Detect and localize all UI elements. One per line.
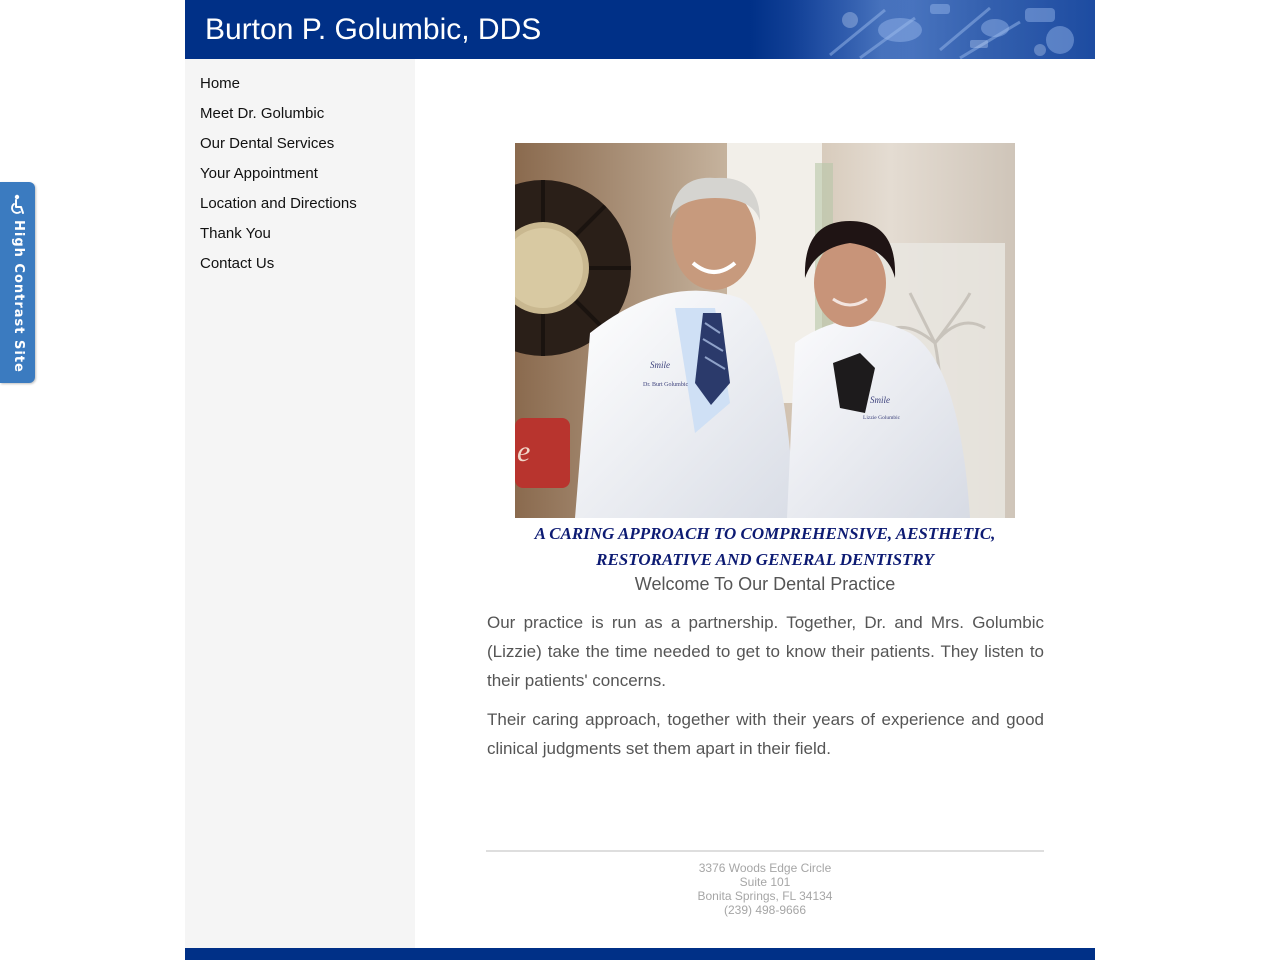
nav-item-meet-dr-golumbic[interactable]: Meet Dr. Golumbic	[200, 105, 325, 122]
tagline-line-1: A CARING APPROACH TO COMPREHENSIVE, AESTHETIC,	[534, 524, 996, 543]
main-content	[415, 59, 1095, 948]
address-line-3: Bonita Springs, FL 34134	[697, 889, 833, 903]
page-wrapper	[185, 0, 1095, 960]
high-contrast-label: High Contrast Site	[11, 220, 26, 373]
address-line-1: 3376 Woods Edge Circle	[698, 861, 832, 875]
nav-item-thank-you[interactable]: Thank You	[200, 225, 271, 242]
sidebar-nav	[185, 59, 415, 948]
practice-address	[486, 861, 1044, 917]
footer-bar	[185, 948, 1095, 960]
address-line-2: Suite 101	[739, 875, 791, 889]
coat-label-left: Dr. Burt Golumbic	[643, 382, 689, 388]
footer-divider	[486, 850, 1044, 852]
nav-item-contact-us[interactable]: Contact Us	[200, 255, 275, 272]
tagline-line-2: RESTORATIVE AND GENERAL DENTISTRY	[596, 550, 934, 569]
wheelchair-icon	[8, 194, 26, 216]
header-dental-tools-image	[790, 0, 1095, 59]
coat-logo-right: Smile	[870, 395, 890, 405]
svg-text:e: e	[517, 435, 531, 468]
coat-logo-left: Smile	[650, 360, 670, 370]
coat-label-right: Lizzie Golumbic	[863, 415, 901, 421]
nav-item-home[interactable]: Home	[200, 75, 241, 92]
doctors-photo	[515, 143, 1015, 518]
practice-tagline	[487, 521, 1043, 573]
site-header	[185, 0, 1095, 59]
phone-number[interactable]: (239) 498-9666	[723, 903, 807, 917]
intro-paragraph-1: Our practice is run as a partnership. Together, Dr. and Mrs. Golumbic (Lizzie) take the time needed to get to know their patients. They listen to their patients' concerns.	[487, 613, 1044, 690]
site-title[interactable]: Burton P. Golumbic, DDS	[205, 13, 542, 46]
nav-item-dental-services[interactable]: Our Dental Services	[200, 135, 335, 152]
welcome-heading: Welcome To Our Dental Practice	[634, 574, 896, 594]
nav-item-appointment[interactable]: Your Appointment	[200, 165, 318, 182]
nav-item-location-directions[interactable]: Location and Directions	[200, 195, 357, 212]
intro-paragraph-2: Their caring approach, together with their years of experience and good clinical judgments set them apart in their field.	[487, 710, 1044, 758]
high-contrast-toggle[interactable]	[0, 182, 35, 383]
nav-menu	[200, 72, 357, 282]
